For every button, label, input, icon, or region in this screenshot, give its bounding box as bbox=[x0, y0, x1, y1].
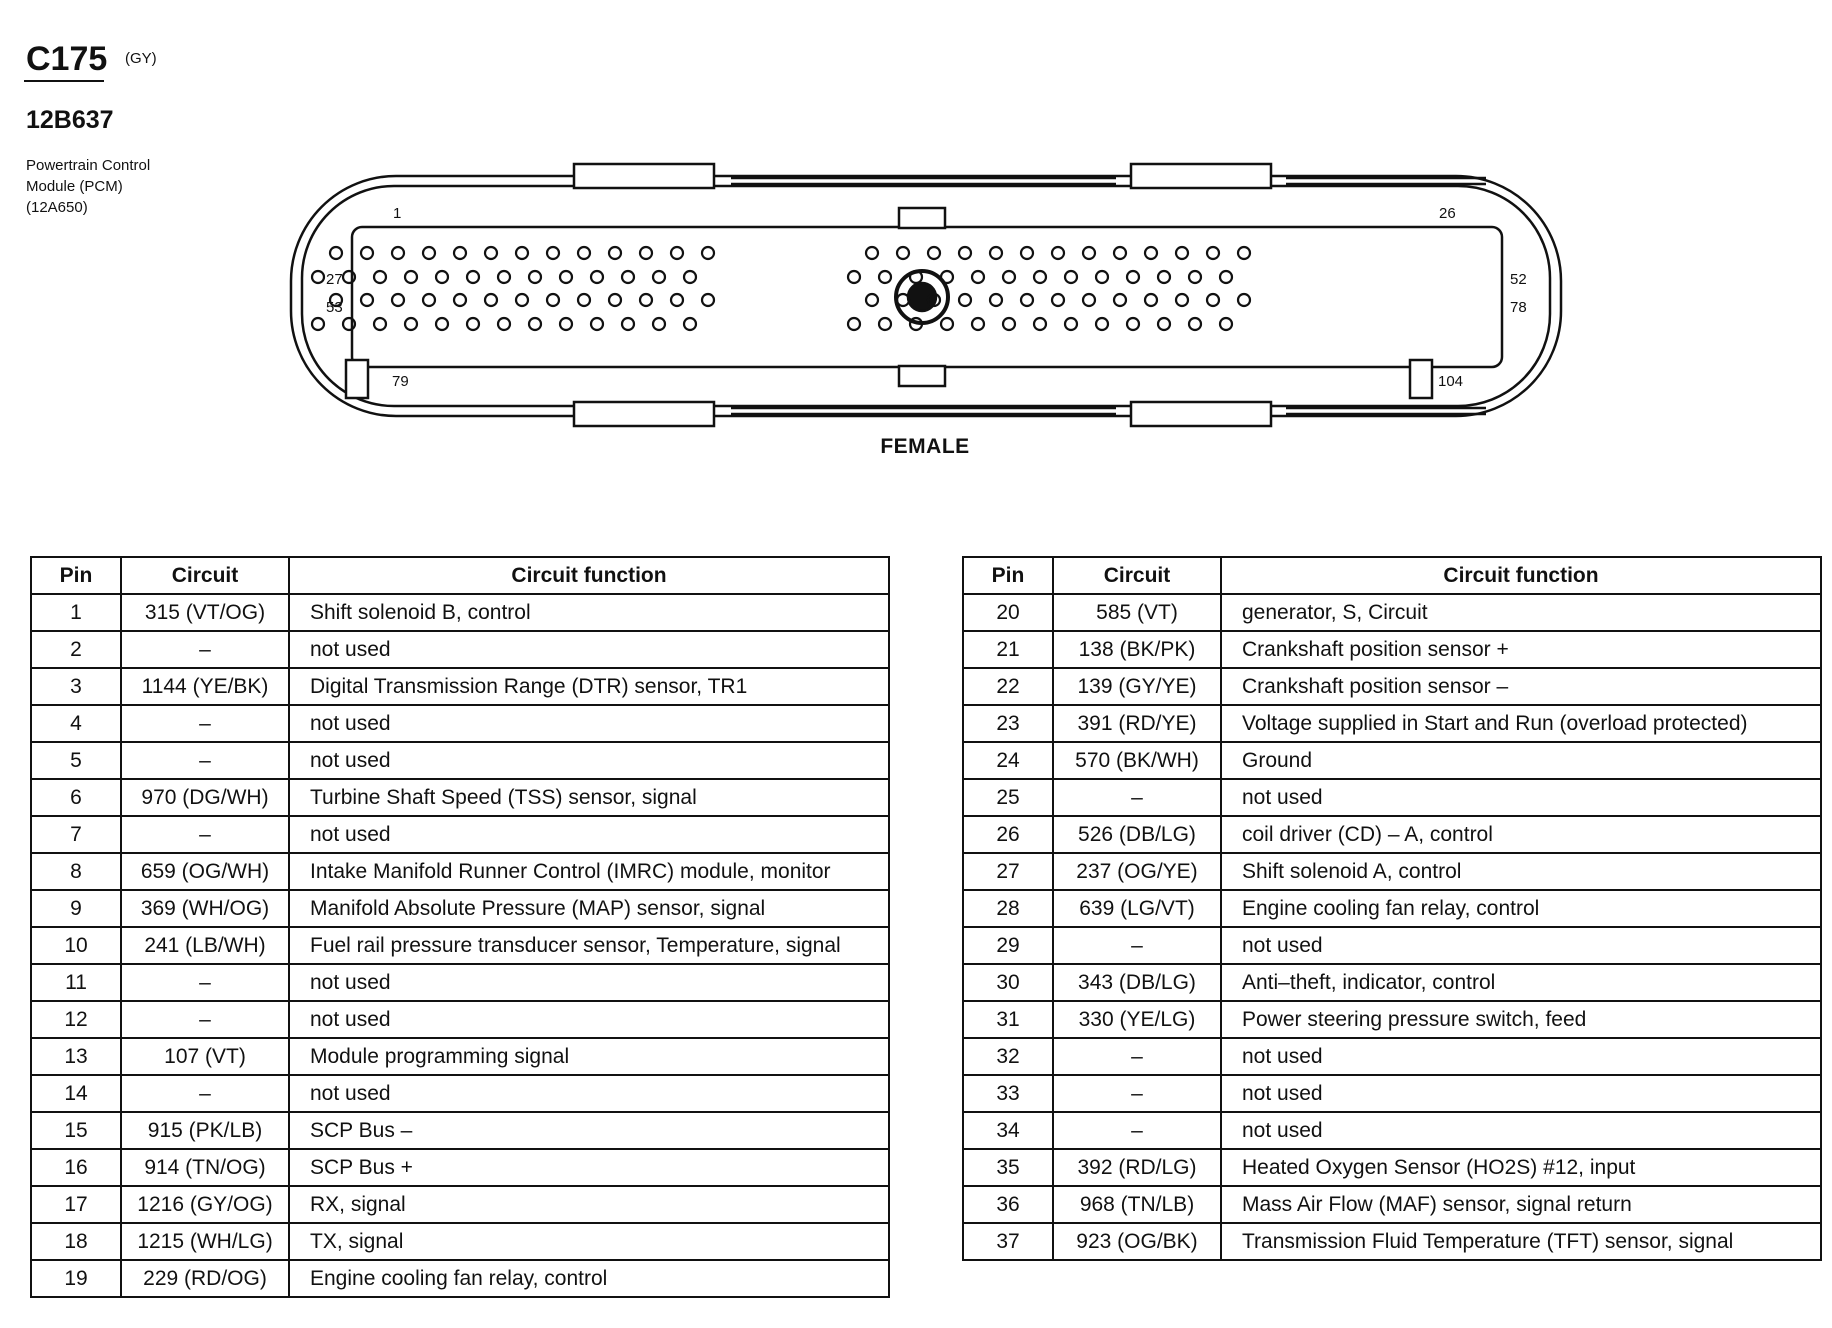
table-row bbox=[31, 1038, 889, 1075]
pin-hole bbox=[897, 247, 909, 259]
pin-hole bbox=[972, 318, 984, 330]
table-row bbox=[963, 1038, 1821, 1075]
circuit-function: not used bbox=[1221, 1112, 1821, 1149]
pin-hole bbox=[1034, 318, 1046, 330]
pin-table-left bbox=[30, 556, 890, 1298]
pin-label-1: 1 bbox=[393, 205, 402, 222]
pin-hole bbox=[1096, 318, 1108, 330]
latch-top-left bbox=[574, 164, 714, 188]
circuit-code: 923 (OG/BK) bbox=[1053, 1223, 1221, 1260]
pin-hole bbox=[498, 271, 510, 283]
pin-hole bbox=[547, 294, 559, 306]
pin-hole bbox=[436, 318, 448, 330]
pin-label-52: 52 bbox=[1510, 271, 1527, 288]
table-row bbox=[963, 668, 1821, 705]
pin-hole bbox=[578, 294, 590, 306]
circuit-code: 915 (PK/LB) bbox=[121, 1112, 289, 1149]
circuit-code: – bbox=[1053, 1112, 1221, 1149]
table-row bbox=[31, 890, 889, 927]
circuit-code: 970 (DG/WH) bbox=[121, 779, 289, 816]
circuit-code: 330 (YE/LG) bbox=[1053, 1001, 1221, 1038]
pin-hole bbox=[547, 247, 559, 259]
pin-label-79: 79 bbox=[392, 373, 409, 390]
pin-hole bbox=[866, 294, 878, 306]
pin-hole bbox=[1238, 294, 1250, 306]
table-row bbox=[31, 779, 889, 816]
pin-hole bbox=[684, 271, 696, 283]
pin-label-26: 26 bbox=[1439, 205, 1456, 222]
pin-number: 12 bbox=[31, 1001, 121, 1038]
pin-hole bbox=[941, 271, 953, 283]
latch-bottom-right bbox=[1131, 402, 1271, 426]
pin-hole bbox=[1176, 247, 1188, 259]
latch-bottom-left bbox=[574, 402, 714, 426]
pin-number: 25 bbox=[963, 779, 1053, 816]
part-number: 12B637 bbox=[26, 106, 114, 134]
pin-hole bbox=[1083, 294, 1095, 306]
circuit-code: – bbox=[121, 816, 289, 853]
circuit-code: – bbox=[1053, 779, 1221, 816]
pin-hole bbox=[1034, 271, 1046, 283]
pin-number: 14 bbox=[31, 1075, 121, 1112]
table-header-row bbox=[31, 557, 889, 594]
circuit-code: – bbox=[1053, 1075, 1221, 1112]
pin-hole bbox=[609, 294, 621, 306]
pin-hole bbox=[1052, 294, 1064, 306]
pin-hole bbox=[485, 294, 497, 306]
pin-number: 15 bbox=[31, 1112, 121, 1149]
circuit-code: – bbox=[121, 1001, 289, 1038]
table-row bbox=[31, 927, 889, 964]
table-row bbox=[31, 1112, 889, 1149]
pin-hole bbox=[1003, 318, 1015, 330]
pin-number: 7 bbox=[31, 816, 121, 853]
pin-number: 2 bbox=[31, 631, 121, 668]
pin-number: 3 bbox=[31, 668, 121, 705]
pin-hole bbox=[1127, 318, 1139, 330]
table-row bbox=[31, 816, 889, 853]
circuit-function: Turbine Shaft Speed (TSS) sensor, signal bbox=[289, 779, 889, 816]
pin-hole bbox=[640, 247, 652, 259]
pin-hole bbox=[1083, 247, 1095, 259]
pin-hole bbox=[941, 318, 953, 330]
pin-hole bbox=[392, 294, 404, 306]
pin-hole bbox=[1189, 318, 1201, 330]
table-row bbox=[963, 890, 1821, 927]
circuit-function: Shift solenoid B, control bbox=[289, 594, 889, 631]
center-bolt-inner bbox=[908, 283, 936, 311]
header-function: Circuit function bbox=[1221, 557, 1821, 594]
table-row bbox=[963, 964, 1821, 1001]
header-circuit: Circuit bbox=[1053, 557, 1221, 594]
circuit-code: 392 (RD/LG) bbox=[1053, 1149, 1221, 1186]
pin-hole bbox=[959, 294, 971, 306]
pin-hole bbox=[1158, 318, 1170, 330]
latch-top-right bbox=[1131, 164, 1271, 188]
table-row bbox=[963, 853, 1821, 890]
circuit-function: not used bbox=[289, 705, 889, 742]
pin-number: 6 bbox=[31, 779, 121, 816]
table-row bbox=[31, 631, 889, 668]
circuit-function: SCP Bus – bbox=[289, 1112, 889, 1149]
pin-hole bbox=[684, 318, 696, 330]
key-top bbox=[899, 208, 945, 228]
table-row bbox=[31, 1001, 889, 1038]
circuit-code: 570 (BK/WH) bbox=[1053, 742, 1221, 779]
table-row bbox=[31, 668, 889, 705]
table-row bbox=[963, 779, 1821, 816]
pin-hole bbox=[498, 318, 510, 330]
circuit-function: not used bbox=[289, 816, 889, 853]
circuit-function: not used bbox=[289, 1075, 889, 1112]
circuit-function: Power steering pressure switch, feed bbox=[1221, 1001, 1821, 1038]
module-line-2: Module (PCM) bbox=[26, 178, 123, 195]
pin-hole bbox=[671, 247, 683, 259]
circuit-code: 139 (GY/YE) bbox=[1053, 668, 1221, 705]
circuit-code: 914 (TN/OG) bbox=[121, 1149, 289, 1186]
pin-hole bbox=[702, 294, 714, 306]
pin-number: 32 bbox=[963, 1038, 1053, 1075]
circuit-function: not used bbox=[289, 742, 889, 779]
circuit-function: coil driver (CD) – A, control bbox=[1221, 816, 1821, 853]
pin-hole bbox=[609, 247, 621, 259]
pin-hole bbox=[1003, 271, 1015, 283]
corner-tab-right bbox=[1410, 360, 1432, 398]
pin-label-53: 53 bbox=[326, 299, 343, 316]
connector-id-underline bbox=[24, 80, 104, 82]
table-row bbox=[31, 594, 889, 631]
table-row bbox=[963, 1223, 1821, 1260]
pin-table-right bbox=[962, 556, 1822, 1261]
pin-hole bbox=[330, 247, 342, 259]
table-row bbox=[963, 742, 1821, 779]
table-row bbox=[963, 927, 1821, 964]
table-row bbox=[963, 1112, 1821, 1149]
pin-hole bbox=[1145, 294, 1157, 306]
connector-id: C175 bbox=[26, 40, 108, 78]
table-row bbox=[31, 1149, 889, 1186]
table-header-row bbox=[963, 557, 1821, 594]
pin-hole bbox=[990, 247, 1002, 259]
circuit-code: – bbox=[121, 705, 289, 742]
pin-hole bbox=[374, 271, 386, 283]
pin-label-27: 27 bbox=[326, 271, 343, 288]
module-description bbox=[26, 155, 186, 218]
circuit-code: 237 (OG/YE) bbox=[1053, 853, 1221, 890]
pin-hole bbox=[405, 271, 417, 283]
pin-number: 17 bbox=[31, 1186, 121, 1223]
pin-hole bbox=[866, 247, 878, 259]
pin-hole bbox=[848, 318, 860, 330]
header-pin: Pin bbox=[963, 557, 1053, 594]
pin-number: 37 bbox=[963, 1223, 1053, 1260]
header-circuit: Circuit bbox=[121, 557, 289, 594]
pin-hole bbox=[560, 271, 572, 283]
pin-hole bbox=[1065, 318, 1077, 330]
circuit-function: not used bbox=[1221, 779, 1821, 816]
pin-hole bbox=[312, 318, 324, 330]
circuit-code: 1216 (GY/OG) bbox=[121, 1186, 289, 1223]
circuit-code: – bbox=[1053, 1038, 1221, 1075]
pin-hole bbox=[653, 318, 665, 330]
pin-holes bbox=[312, 247, 1250, 330]
pin-hole bbox=[640, 294, 652, 306]
table-row bbox=[963, 705, 1821, 742]
circuit-code: 968 (TN/LB) bbox=[1053, 1186, 1221, 1223]
circuit-function: Transmission Fluid Temperature (TFT) sensor, signal bbox=[1221, 1223, 1821, 1260]
pin-hole bbox=[1052, 247, 1064, 259]
circuit-function: Anti–theft, indicator, control bbox=[1221, 964, 1821, 1001]
pin-hole bbox=[423, 294, 435, 306]
pin-hole bbox=[972, 271, 984, 283]
pin-hole bbox=[1065, 271, 1077, 283]
circuit-code: 585 (VT) bbox=[1053, 594, 1221, 631]
pin-number: 21 bbox=[963, 631, 1053, 668]
pin-hole bbox=[312, 271, 324, 283]
pin-hole bbox=[959, 247, 971, 259]
circuit-code: 659 (OG/WH) bbox=[121, 853, 289, 890]
circuit-code: 107 (VT) bbox=[121, 1038, 289, 1075]
pin-hole bbox=[436, 271, 448, 283]
circuit-code: 229 (RD/OG) bbox=[121, 1260, 289, 1297]
table-row bbox=[31, 1186, 889, 1223]
pin-hole bbox=[578, 247, 590, 259]
table-row bbox=[31, 1260, 889, 1297]
circuit-function: Ground bbox=[1221, 742, 1821, 779]
circuit-function: Mass Air Flow (MAF) sensor, signal return bbox=[1221, 1186, 1821, 1223]
circuit-function: Engine cooling fan relay, control bbox=[1221, 890, 1821, 927]
circuit-function: Module programming signal bbox=[289, 1038, 889, 1075]
pin-hole bbox=[1096, 271, 1108, 283]
pin-hole bbox=[1189, 271, 1201, 283]
pin-hole bbox=[1114, 247, 1126, 259]
circuit-code: – bbox=[121, 964, 289, 1001]
circuit-code: 343 (DB/LG) bbox=[1053, 964, 1221, 1001]
pin-number: 16 bbox=[31, 1149, 121, 1186]
circuit-function: Heated Oxygen Sensor (HO2S) #12, input bbox=[1221, 1149, 1821, 1186]
pin-number: 36 bbox=[963, 1186, 1053, 1223]
pin-number: 24 bbox=[963, 742, 1053, 779]
connector-color-code: (GY) bbox=[125, 50, 157, 67]
circuit-function: not used bbox=[1221, 927, 1821, 964]
pin-hole bbox=[405, 318, 417, 330]
pin-hole bbox=[653, 271, 665, 283]
circuit-code: 241 (LB/WH) bbox=[121, 927, 289, 964]
pin-hole bbox=[1238, 247, 1250, 259]
table-row bbox=[963, 631, 1821, 668]
circuit-function: Fuel rail pressure transducer sensor, Temperature, signal bbox=[289, 927, 889, 964]
pin-hole bbox=[1158, 271, 1170, 283]
pin-label-78: 78 bbox=[1510, 299, 1527, 316]
table-row bbox=[31, 1075, 889, 1112]
pin-hole bbox=[622, 318, 634, 330]
circuit-code: 526 (DB/LG) bbox=[1053, 816, 1221, 853]
circuit-function: Voltage supplied in Start and Run (overload protected) bbox=[1221, 705, 1821, 742]
pin-hole bbox=[529, 271, 541, 283]
pin-hole bbox=[1207, 294, 1219, 306]
circuit-function: Manifold Absolute Pressure (MAP) sensor, signal bbox=[289, 890, 889, 927]
pin-number: 31 bbox=[963, 1001, 1053, 1038]
pin-number: 26 bbox=[963, 816, 1053, 853]
pin-hole bbox=[1220, 271, 1232, 283]
pin-hole bbox=[928, 247, 940, 259]
connector-gender-label: FEMALE bbox=[880, 435, 970, 458]
table-row bbox=[963, 1075, 1821, 1112]
pin-number: 18 bbox=[31, 1223, 121, 1260]
pin-hole bbox=[560, 318, 572, 330]
pin-hole bbox=[1114, 294, 1126, 306]
pin-hole bbox=[848, 271, 860, 283]
circuit-function: SCP Bus + bbox=[289, 1149, 889, 1186]
table-row bbox=[963, 1149, 1821, 1186]
pin-number: 22 bbox=[963, 668, 1053, 705]
pin-hole bbox=[702, 247, 714, 259]
pin-hole bbox=[879, 318, 891, 330]
circuit-code: – bbox=[1053, 927, 1221, 964]
pin-number: 13 bbox=[31, 1038, 121, 1075]
circuit-code: 1144 (YE/BK) bbox=[121, 668, 289, 705]
pin-number: 34 bbox=[963, 1112, 1053, 1149]
pin-number: 30 bbox=[963, 964, 1053, 1001]
pin-hole bbox=[516, 247, 528, 259]
circuit-code: 315 (VT/OG) bbox=[121, 594, 289, 631]
circuit-code: – bbox=[121, 631, 289, 668]
pin-hole bbox=[1127, 271, 1139, 283]
circuit-function: not used bbox=[289, 964, 889, 1001]
table-row bbox=[31, 742, 889, 779]
table-row bbox=[31, 705, 889, 742]
pin-number: 10 bbox=[31, 927, 121, 964]
pin-label-104: 104 bbox=[1438, 373, 1464, 390]
circuit-code: 391 (RD/YE) bbox=[1053, 705, 1221, 742]
header-function: Circuit function bbox=[289, 557, 889, 594]
circuit-function: not used bbox=[289, 631, 889, 668]
table-row bbox=[963, 816, 1821, 853]
pin-number: 1 bbox=[31, 594, 121, 631]
header-pin: Pin bbox=[31, 557, 121, 594]
table-row bbox=[31, 853, 889, 890]
pin-hole bbox=[622, 271, 634, 283]
table-row bbox=[963, 1186, 1821, 1223]
pin-hole bbox=[454, 247, 466, 259]
pin-number: 8 bbox=[31, 853, 121, 890]
pin-hole bbox=[591, 318, 603, 330]
circuit-code: – bbox=[121, 1075, 289, 1112]
pin-hole bbox=[374, 318, 386, 330]
pin-number: 5 bbox=[31, 742, 121, 779]
circuit-function: Shift solenoid A, control bbox=[1221, 853, 1821, 890]
pin-hole bbox=[454, 294, 466, 306]
module-line-1: Powertrain Control bbox=[26, 157, 151, 174]
key-bottom bbox=[899, 366, 945, 386]
pin-hole bbox=[1021, 294, 1033, 306]
pin-number: 20 bbox=[963, 594, 1053, 631]
pin-number: 33 bbox=[963, 1075, 1053, 1112]
pin-hole bbox=[485, 247, 497, 259]
corner-tab-left bbox=[346, 360, 368, 398]
pin-hole bbox=[423, 247, 435, 259]
pin-hole bbox=[1176, 294, 1188, 306]
pin-number: 28 bbox=[963, 890, 1053, 927]
pin-hole bbox=[990, 294, 1002, 306]
pin-number: 27 bbox=[963, 853, 1053, 890]
pin-hole bbox=[467, 318, 479, 330]
pin-hole bbox=[361, 294, 373, 306]
pin-hole bbox=[1021, 247, 1033, 259]
pin-hole bbox=[1220, 318, 1232, 330]
pin-hole bbox=[392, 247, 404, 259]
pin-hole bbox=[879, 271, 891, 283]
pin-hole bbox=[671, 294, 683, 306]
pin-hole bbox=[1145, 247, 1157, 259]
circuit-function: generator, S, Circuit bbox=[1221, 594, 1821, 631]
circuit-code: 138 (BK/PK) bbox=[1053, 631, 1221, 668]
pin-number: 29 bbox=[963, 927, 1053, 964]
circuit-function: TX, signal bbox=[289, 1223, 889, 1260]
circuit-code: 369 (WH/OG) bbox=[121, 890, 289, 927]
circuit-function: not used bbox=[1221, 1075, 1821, 1112]
circuit-function: not used bbox=[289, 1001, 889, 1038]
pin-hole bbox=[361, 247, 373, 259]
circuit-function: Crankshaft position sensor + bbox=[1221, 631, 1821, 668]
table-row bbox=[31, 1223, 889, 1260]
pin-number: 9 bbox=[31, 890, 121, 927]
connector-face-diagram bbox=[286, 160, 1576, 435]
circuit-code: 639 (LG/VT) bbox=[1053, 890, 1221, 927]
pin-number: 23 bbox=[963, 705, 1053, 742]
pin-number: 11 bbox=[31, 964, 121, 1001]
table-row bbox=[963, 594, 1821, 631]
pin-number: 4 bbox=[31, 705, 121, 742]
pin-hole bbox=[591, 271, 603, 283]
pin-hole bbox=[529, 318, 541, 330]
pin-hole bbox=[516, 294, 528, 306]
circuit-function: RX, signal bbox=[289, 1186, 889, 1223]
circuit-function: Digital Transmission Range (DTR) sensor, TR1 bbox=[289, 668, 889, 705]
circuit-function: not used bbox=[1221, 1038, 1821, 1075]
circuit-code: 1215 (WH/LG) bbox=[121, 1223, 289, 1260]
module-line-3: (12A650) bbox=[26, 199, 88, 216]
circuit-code: – bbox=[121, 742, 289, 779]
table-row bbox=[963, 1001, 1821, 1038]
pin-number: 19 bbox=[31, 1260, 121, 1297]
pin-hole bbox=[1207, 247, 1219, 259]
table-row bbox=[31, 964, 889, 1001]
circuit-function: Intake Manifold Runner Control (IMRC) module, monitor bbox=[289, 853, 889, 890]
circuit-function: Crankshaft position sensor – bbox=[1221, 668, 1821, 705]
circuit-function: Engine cooling fan relay, control bbox=[289, 1260, 889, 1297]
pin-number: 35 bbox=[963, 1149, 1053, 1186]
pin-hole bbox=[467, 271, 479, 283]
